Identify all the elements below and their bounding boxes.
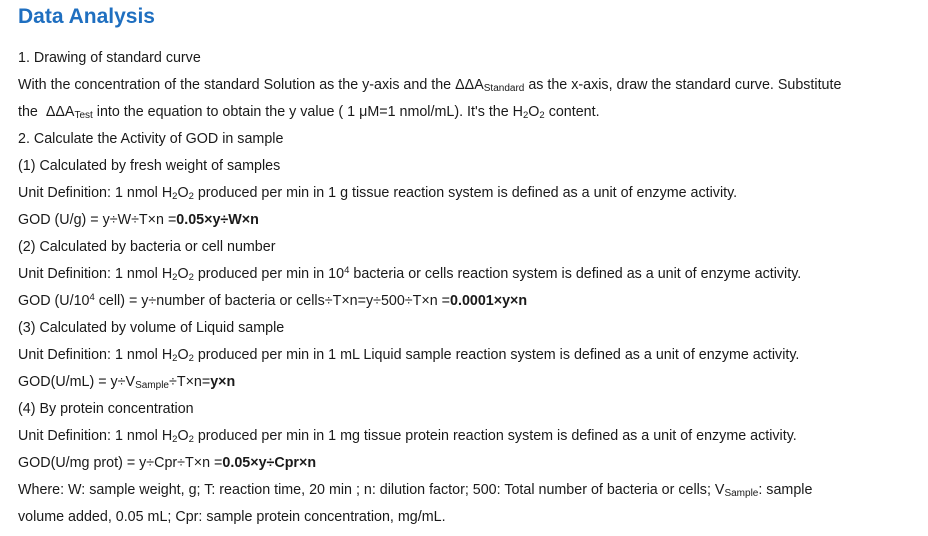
method3-heading: (3) Calculated by volume of Liquid sample bbox=[18, 320, 285, 336]
method2-heading: (2) Calculated by bacteria or cell number bbox=[18, 239, 276, 255]
formula-text: GOD(U/mg prot) = y÷Cpr÷T×n = bbox=[18, 455, 223, 471]
method3-formula bbox=[18, 372, 235, 396]
formula-result: 0.05×y÷Cpr×n bbox=[222, 455, 317, 471]
text: content. bbox=[544, 104, 600, 120]
formula-result: 0.0001×y×n bbox=[450, 293, 528, 309]
text: into the equation to obtain the y value ( 1 μM=1 nmol/mL). It's the H bbox=[92, 104, 523, 120]
method4-formula bbox=[18, 453, 316, 473]
text: Unit Definition: 1 nmol H bbox=[18, 185, 173, 201]
formula-text: GOD (U/g) = y÷W÷T×n = bbox=[18, 212, 177, 228]
section1-paragraph-line1 bbox=[18, 75, 841, 99]
formula-text: ÷T×n= bbox=[168, 374, 211, 390]
text: : sample bbox=[758, 482, 813, 498]
text: O bbox=[177, 266, 189, 282]
section2-heading: 2. Calculate the Activity of GOD in sample bbox=[18, 131, 284, 147]
text: Unit Definition: 1 nmol H bbox=[18, 428, 173, 444]
text: the bbox=[18, 104, 46, 120]
subscript: 2 bbox=[188, 272, 194, 283]
text: Where: W: sample weight, g; T: reaction time, 20 min ; n: dilution factor; 500: Total number of bacteria or cells; V bbox=[18, 482, 725, 498]
method1-heading: (1) Calculated by fresh weight of samples bbox=[18, 158, 281, 174]
formula-text: cell) = y÷number of bacteria or cells÷T×n=y÷500÷T×n = bbox=[94, 293, 451, 309]
formula-text: GOD(U/mL) = y÷V bbox=[18, 374, 136, 390]
subscript-standard: Standard bbox=[483, 83, 525, 94]
page-title: Data Analysis bbox=[18, 5, 155, 28]
subscript-sample: Sample bbox=[724, 488, 759, 499]
formula-result: y×n bbox=[210, 374, 236, 390]
subscript: 2 bbox=[172, 434, 178, 445]
variable-definitions-line2: volume added, 0.05 mL; Cpr: sample protein concentration, mg/mL. bbox=[18, 509, 446, 525]
text: Unit Definition: 1 nmol H bbox=[18, 347, 173, 363]
text: produced per min in 1 mg tissue protein reaction system is defined as a unit of enzyme activity. bbox=[193, 428, 797, 444]
text: O bbox=[177, 428, 189, 444]
formula-text: GOD (U/10 bbox=[18, 293, 90, 309]
text: O bbox=[177, 347, 189, 363]
method3-unit-definition bbox=[18, 345, 799, 365]
text: Unit Definition: 1 nmol H bbox=[18, 266, 173, 282]
subscript: 2 bbox=[188, 191, 194, 202]
text: as the x-axis, draw the standard curve. Substitute bbox=[524, 77, 842, 93]
text: produced per min in 10 bbox=[193, 266, 345, 282]
delta-delta-a: ΔΔA bbox=[45, 104, 75, 120]
method1-unit-definition bbox=[18, 183, 737, 203]
text: bacteria or cells reaction system is defined as a unit of enzyme activity. bbox=[349, 266, 802, 282]
text: produced per min in 1 g tissue reaction system is defined as a unit of enzyme activity. bbox=[193, 185, 738, 201]
text: produced per min in 1 mL Liquid sample reaction system is defined as a unit of enzyme activity. bbox=[193, 347, 800, 363]
subscript: 2 bbox=[188, 353, 194, 364]
superscript: 4 bbox=[344, 265, 350, 276]
subscript: 2 bbox=[172, 353, 178, 364]
section1-heading: 1. Drawing of standard curve bbox=[18, 50, 201, 66]
subscript-sample: Sample bbox=[135, 380, 169, 391]
subscript: 2 bbox=[188, 434, 194, 445]
variable-definitions-line1 bbox=[18, 480, 812, 504]
section1-paragraph-line2 bbox=[18, 102, 600, 126]
method1-formula bbox=[18, 210, 259, 230]
subscript: 2 bbox=[172, 272, 178, 283]
subscript: 2 bbox=[523, 110, 529, 121]
method2-formula bbox=[18, 291, 527, 311]
method4-unit-definition bbox=[18, 426, 797, 446]
subscript-test: Test bbox=[74, 110, 93, 121]
text: O bbox=[177, 185, 189, 201]
superscript: 4 bbox=[89, 292, 95, 303]
method2-unit-definition bbox=[18, 264, 801, 284]
text: O bbox=[528, 104, 540, 120]
delta-delta-a: ΔΔA bbox=[455, 77, 484, 93]
text: With the concentration of the standard Solution as the y-axis and the bbox=[18, 77, 456, 93]
subscript: 2 bbox=[539, 110, 545, 121]
formula-result: 0.05×y÷W×n bbox=[176, 212, 259, 228]
subscript: 2 bbox=[172, 191, 178, 202]
method4-heading: (4) By protein concentration bbox=[18, 401, 194, 417]
